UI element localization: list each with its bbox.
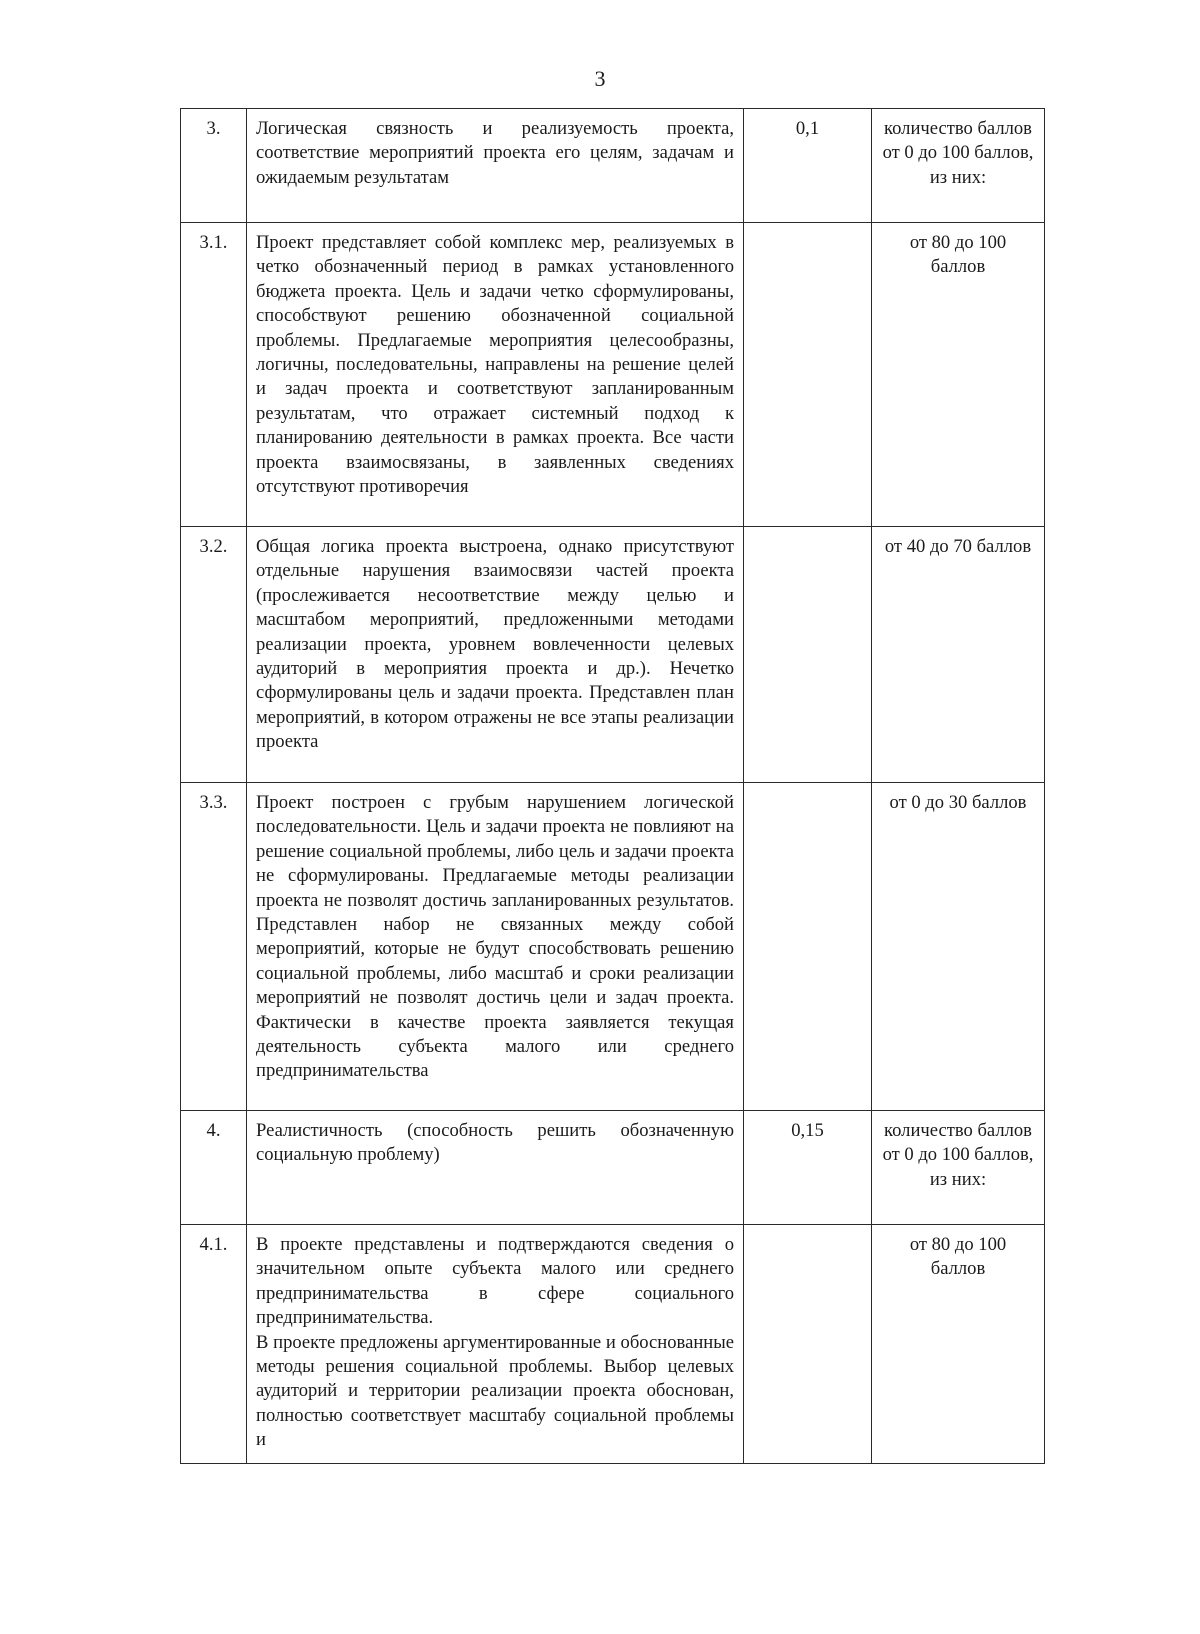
table-row [181, 223, 1045, 527]
row-number: 3.1. [181, 223, 247, 527]
weight-coefficient [744, 527, 872, 783]
weight-coefficient [744, 1225, 872, 1464]
row-number: 3. [181, 109, 247, 223]
criterion-paragraph: Проект представляет собой комплекс мер, реализуемых в четко обозначенный период в рамках установленного бюджета проекта. Цель и задачи четко сформулированы, способствуют решению обозначенной социальной проблемы. Предлагаемые мероприятия целесообразны, логичны, последовательны, направлены на решение целей и задач проекта и соответствуют запланированным результатам, что отражает системный подход к планированию деятельности в рамках проекта. Все части проекта взаимосвязаны, в заявленных сведениях отсутствуют противоречия [256, 232, 734, 498]
criteria-table [180, 108, 1045, 1464]
criterion-text [247, 1111, 744, 1225]
table-row [181, 783, 1045, 1111]
weight-coefficient [744, 783, 872, 1111]
row-number: 3.3. [181, 783, 247, 1111]
table-row [181, 1225, 1045, 1464]
criterion-paragraph: Реалистичность (способность решить обозначенную социальную проблему) [256, 1120, 734, 1166]
score-range: количество баллов от 0 до 100 баллов, из них: [872, 109, 1045, 223]
criterion-text [247, 527, 744, 783]
table-row [181, 527, 1045, 783]
score-range: от 0 до 30 баллов [872, 783, 1045, 1111]
criterion-text [247, 783, 744, 1111]
criterion-paragraph: В проекте представлены и подтверждаются сведения о значительном опыте субъекта малого или среднего предпринимательства в сфере социального предпринимательства. [256, 1234, 734, 1329]
criterion-paragraph: Проект построен с грубым нарушением логической последовательности. Цель и задачи проекта не повлияют на решение социальной проблемы, либо цель и задачи проекта не сформулированы. Предлагаемые методы реализации проекта не позволят достичь запланированных результатов. Представлен набор не связанных между собой мероприятий, которые не будут способствовать решению социальной проблемы, либо масштаб и сроки реализации мероприятий не позволят достичь цели и задач проекта. Фактически в качестве проекта заявляется текущая деятельность субъекта малого или среднего предпринимательства [256, 792, 734, 1082]
score-range: количество баллов от 0 до 100 баллов, из них: [872, 1111, 1045, 1225]
table-row [181, 109, 1045, 223]
weight-coefficient [744, 223, 872, 527]
page-number: 3 [594, 66, 606, 91]
weight-coefficient: 0,15 [744, 1111, 872, 1225]
criterion-paragraph: В проекте предложены аргументированные и обоснованные методы решения социальной проблемы. Выбор целевых аудиторий и территории реализации проекта обоснован, полностью соответствует масштабу социальной проблемы и [256, 1331, 734, 1451]
row-number: 3.2. [181, 527, 247, 783]
table-row [181, 1111, 1045, 1225]
criterion-paragraph: Логическая связность и реализуемость проекта, соответствие мероприятий проекта его целям, задачам и ожидаемым результатам [256, 118, 734, 188]
row-number: 4. [181, 1111, 247, 1225]
score-range: от 80 до 100 баллов [872, 223, 1045, 527]
criterion-paragraph: Общая логика проекта выстроена, однако присутствуют отдельные нарушения взаимосвязи частей проекта (прослеживается несоответствие между целью и масштабом мероприятий, предложенными методами реализации проекта, уровнем вовлеченности целевых аудиторий в мероприятия проекта и др.). Нечетко сформулированы цель и задачи проекта. Представлен план мероприятий, в котором отражены не все этапы реализации проекта [256, 536, 734, 753]
criterion-text [247, 1225, 744, 1464]
criterion-text [247, 109, 744, 223]
score-range: от 80 до 100 баллов [872, 1225, 1045, 1464]
criterion-text [247, 223, 744, 527]
row-number: 4.1. [181, 1225, 247, 1464]
score-range: от 40 до 70 баллов [872, 527, 1045, 783]
weight-coefficient: 0,1 [744, 109, 872, 223]
